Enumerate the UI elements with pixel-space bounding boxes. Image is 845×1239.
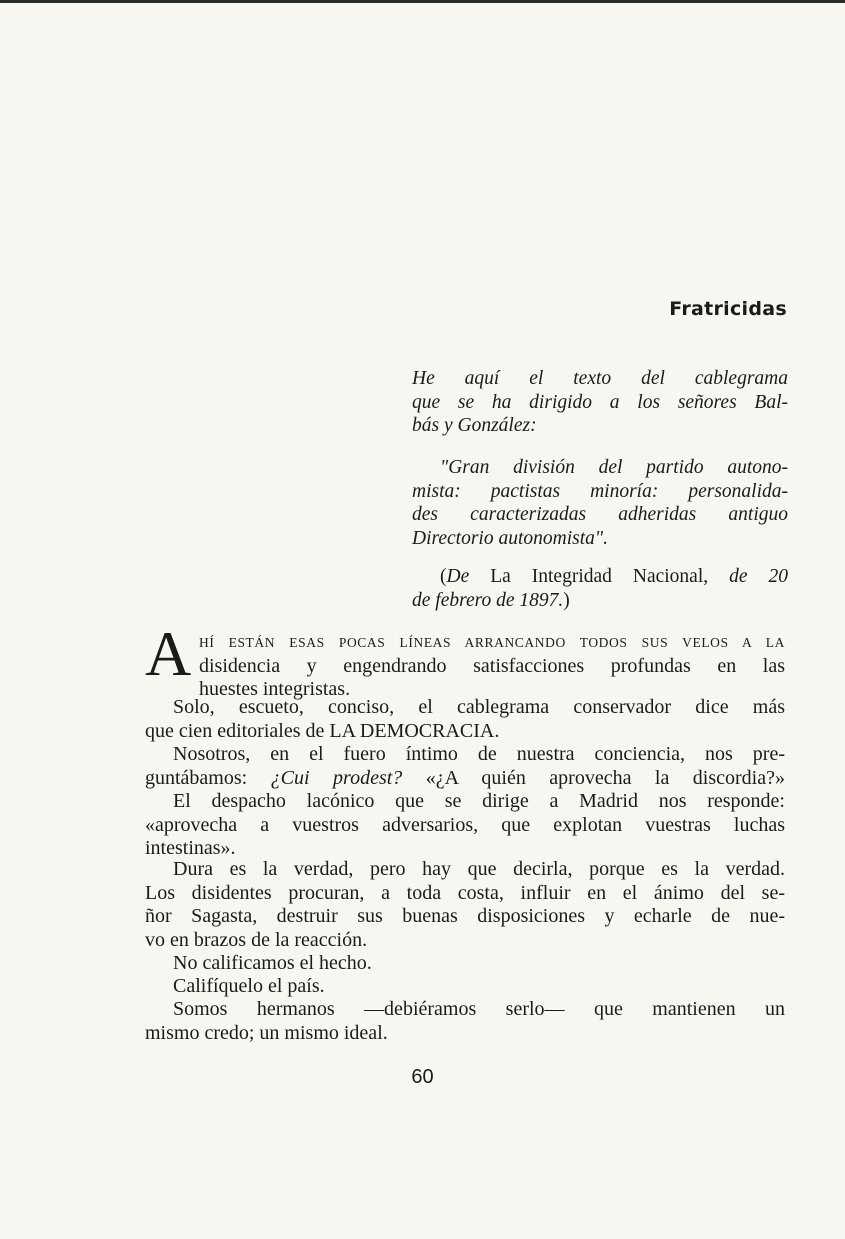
paragraph-5 xyxy=(145,858,785,952)
cable-line: "Gran división del partido autono- xyxy=(440,457,788,478)
text-line: Dura es la verdad, pero hay que decirla, porque es la verdad. xyxy=(173,858,785,880)
text-line: No calificamos el hecho. xyxy=(173,952,372,974)
page-title: Fratricidas xyxy=(669,298,787,320)
text-line: Somos hermanos —debiéramos serlo— que mantienen un xyxy=(173,998,785,1020)
text-line: Solo, escueto, conciso, el cablegrama conservador dice más xyxy=(173,696,785,718)
text-line: ñor Sagasta, destruir sus buenas disposiciones y echarle de nue- xyxy=(145,905,785,927)
text-line: Nosotros, en el fuero íntimo de nuestra conciencia, nos pre- xyxy=(173,743,785,765)
text-line: «aprovecha a vuestros adversarios, que explotan vuestras luchas xyxy=(145,813,785,836)
text-line: que cien editoriales de LA DEMOCRACIA. xyxy=(145,719,500,742)
text-line: vo en brazos de la reacción. xyxy=(145,928,368,951)
text-line: El despacho lacónico que se dirige a Madrid nos responde: xyxy=(173,790,785,812)
intro-quote xyxy=(412,367,788,438)
text-line: disidencia y engendrando satisfacciones profundas en las xyxy=(199,654,785,677)
paragraph-4 xyxy=(145,790,785,861)
paragraph-6 xyxy=(145,952,785,976)
paragraph-3 xyxy=(145,743,785,790)
text-line: Califíquelo el país. xyxy=(173,975,325,997)
text-line: intestinas». xyxy=(145,837,236,859)
intro-line: He aquí el texto del cablegrama xyxy=(412,368,788,389)
intro-line: que se ha dirigido a los señores Bal- xyxy=(412,391,788,413)
smallcaps-line: HÍ ESTÁN ESAS POCAS LÍNEAS ARRANCANDO TODOS SUS VELOS A LA xyxy=(199,635,785,650)
paragraph-2 xyxy=(145,696,785,743)
text-line: Los disidentes procuran, a toda costa, influir en el ánimo del se- xyxy=(145,881,785,904)
paragraph-8 xyxy=(145,998,785,1045)
paragraph-7 xyxy=(145,975,785,999)
text-line: huestes integristas. xyxy=(199,678,351,700)
top-border xyxy=(0,0,845,3)
page-number: 60 xyxy=(411,1066,434,1088)
drop-cap: A xyxy=(145,618,192,689)
text-line: mismo credo; un mismo ideal. xyxy=(145,1021,388,1044)
citation-line: de febrero de 1897.) xyxy=(412,589,570,611)
newspaper-name: La Integridad Nacional, xyxy=(469,566,730,587)
cable-quote xyxy=(412,456,788,550)
citation-line: (De La Integridad Nacional, de 20 xyxy=(440,566,788,587)
cable-line: des caracterizadas adheridas antiguo xyxy=(412,504,788,525)
intro-line: bás y González: xyxy=(412,415,537,436)
latin-phrase: ¿Cui prodest? xyxy=(270,766,403,789)
cable-line: mista: pactistas minoría: personalida- xyxy=(412,480,788,502)
source-citation xyxy=(412,565,788,612)
paragraph-1 xyxy=(199,631,785,702)
cable-line: Directorio autonomista". xyxy=(412,527,608,549)
text-line: guntábamos: ¿Cui prodest? «¿A quién aprovecha la discordia?» xyxy=(145,766,785,789)
